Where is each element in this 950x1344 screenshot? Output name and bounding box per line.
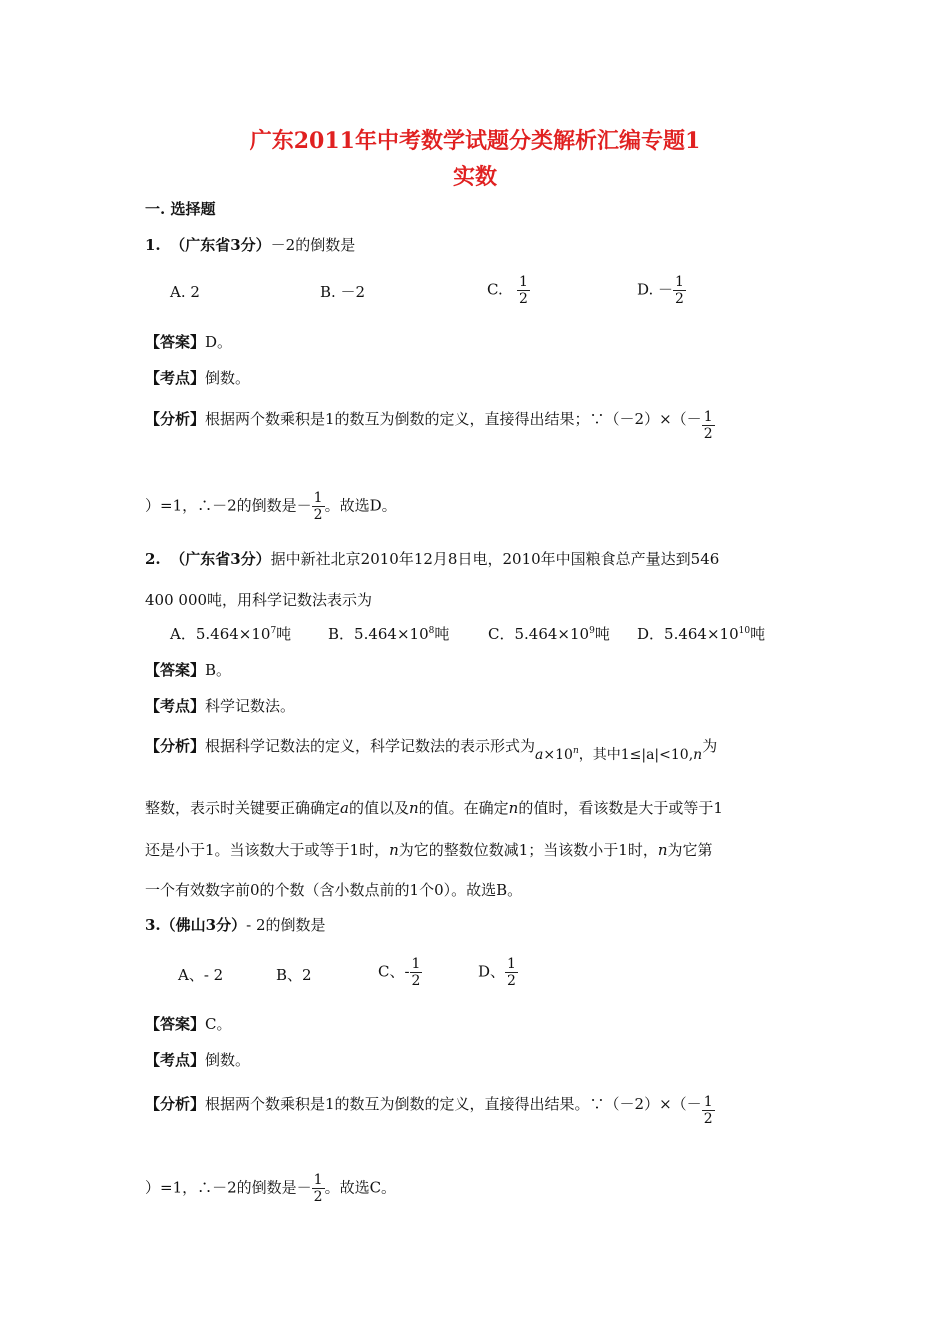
- q1-answer: 【答案】D。: [145, 333, 233, 351]
- q1-number: 1.: [145, 236, 161, 254]
- q2-point: 【考点】科学记数法。: [145, 697, 296, 715]
- q3-answer: 【答案】C。: [145, 1015, 232, 1033]
- fraction-one-half: $\frac{1}{2}$: [507, 956, 516, 989]
- q1-source: （广东省3分）: [170, 236, 271, 254]
- q2-analysis-line1: 【分析】根据科学记数法的定义，科学记数法的表示形式为$a\times 10^n$，其中1≤|a|<10,n为: [145, 737, 718, 763]
- q3-analysis-line1: 【分析】根据两个数乘积是1的数互为倒数的定义，直接得出结果。∵（－2）×（－ $\frac{1}{2}$: [145, 1094, 713, 1127]
- q3-option-c: C、- $\frac{1}{2}$: [378, 956, 421, 989]
- q2-analysis-line2: 整数，表示时关键要正确确定a的值以及n的值。在确定n的值时，看该数是大于或等于1: [145, 799, 723, 817]
- section-heading: 一. 选择题: [145, 200, 216, 218]
- fraction-one-half: $\frac{1}{2}$: [313, 490, 323, 523]
- q3-option-a: A、- 2: [178, 966, 224, 984]
- q2-analysis-line3: 还是小于1。当该数大于或等于1时，n为它的整数位数减1；当该数小于1时，n为它第: [145, 841, 713, 859]
- q1-stem: [145, 235, 355, 255]
- q1-option-b: B. －2: [320, 283, 366, 301]
- q3-analysis-line2: ）=1，∴－2的倒数是－ $\frac{1}{2}$ 。故选C。: [145, 1172, 397, 1205]
- q2-option-a: A．$5.464\times 10^7$吨: [170, 625, 292, 643]
- q3-option-d: D、 $\frac{1}{2}$: [478, 956, 516, 989]
- fraction-one-half: $\frac{1}{2}$: [703, 409, 713, 442]
- q1-stem-text: －2的倒数是: [270, 236, 356, 254]
- q2-source: （广东省3分）: [170, 550, 271, 568]
- fraction-one-half: $\frac{1}{2}$: [313, 1172, 323, 1205]
- fraction-one-half: $\frac{1}{2}$: [675, 274, 684, 307]
- doc-title-line2: 实数: [452, 164, 497, 190]
- q1-point: 【考点】倒数。: [145, 369, 251, 387]
- q1-option-a: A. 2: [170, 283, 200, 301]
- q3-stem: 3.（佛山3分）- 2的倒数是: [145, 916, 326, 934]
- fraction-one-half: $\frac{1}{2}$: [411, 956, 421, 989]
- scientific-notation-formula: $a\times 10^n$，其中1≤|a|<10,n: [535, 746, 703, 763]
- q3-option-b: B、2: [276, 966, 312, 984]
- fraction-one-half: $\frac{1}{2}$: [519, 274, 528, 307]
- q2-option-d: D．$5.464\times 10^{10}$吨: [637, 625, 766, 643]
- q1-option-c: C. $\frac{1}{2}$: [487, 274, 528, 307]
- fraction-one-half: $\frac{1}{2}$: [703, 1094, 713, 1127]
- doc-title-line1: 广东2011年中考数学试题分类解析汇编专题1: [249, 128, 701, 154]
- q2-answer: 【答案】B。: [145, 661, 232, 679]
- q2-option-c: C．$5.464\times 10^9$吨: [488, 625, 610, 643]
- q2-stem-line1: 2. （广东省3分）据中新社北京2010年12月8日电，2010年中国粮食总产量达到546: [145, 550, 720, 568]
- q1-option-d: D. － $\frac{1}{2}$: [637, 274, 684, 307]
- q1-analysis-line2: ）=1，∴－2的倒数是－ $\frac{1}{2}$ 。故选D。: [145, 490, 397, 523]
- q2-stem-line2: 400 000吨，用科学记数法表示为: [145, 591, 373, 609]
- q2-number: 2.: [145, 550, 161, 568]
- q1-analysis-line1: 【分析】根据两个数乘积是1的数互为倒数的定义，直接得出结果；∵（－2）×（－ $\frac{1}{2}$: [145, 409, 713, 442]
- q2-option-b: B．$5.464\times 10^8$吨: [328, 625, 450, 643]
- q3-number-source: 3.（佛山3分）: [145, 916, 247, 934]
- q2-analysis-line4: 一个有效数字前0的个数（含小数点前的1个0）。故选B。: [145, 881, 523, 899]
- q3-point: 【考点】倒数。: [145, 1051, 251, 1069]
